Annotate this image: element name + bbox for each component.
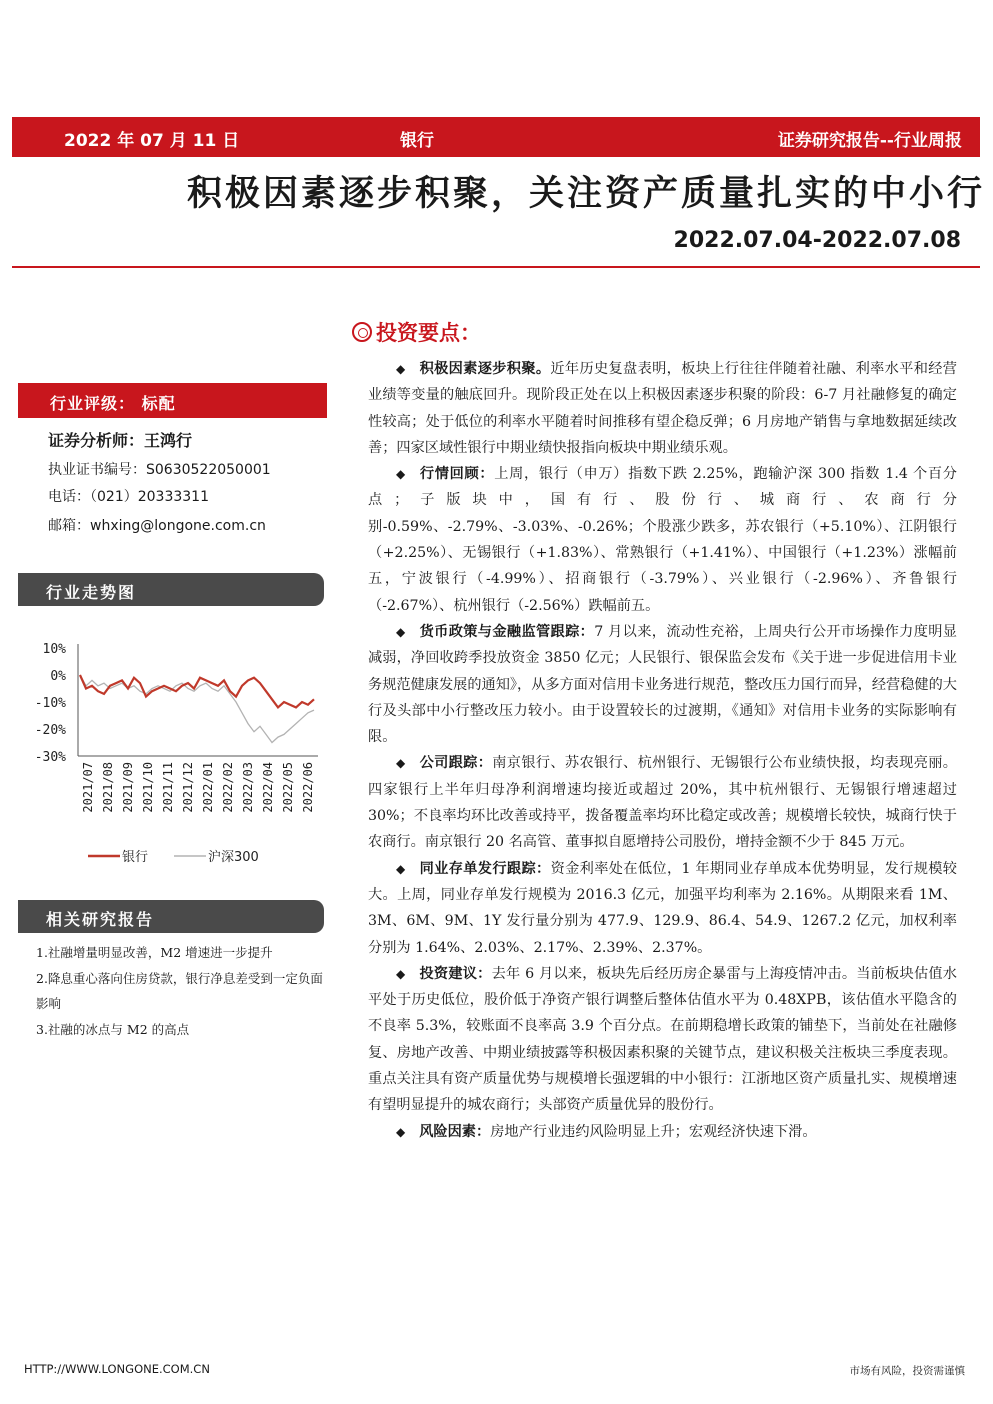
- key-point-paragraph: [368, 1119, 957, 1145]
- key-point-lead: 货币政策与金融监管跟踪：: [419, 623, 595, 640]
- risk-disclaimer: 市场有风险，投资需谨慎: [849, 1365, 965, 1377]
- diamond-bullet-icon: ◆: [396, 756, 406, 771]
- phone-value: （021）20333311: [90, 489, 209, 505]
- diamond-bullet-icon: ◆: [396, 966, 406, 981]
- key-point-text: 房地产行业违约风险明显上升；宏观经济快速下滑。: [490, 1123, 817, 1140]
- cert-value: S0630522050001: [146, 462, 271, 478]
- reports-section-header: 相关研究报告: [18, 900, 324, 933]
- x-tick-label: 2022/05: [281, 762, 295, 813]
- y-tick-label: -20%: [34, 723, 66, 738]
- y-tick-label: 0%: [50, 669, 66, 684]
- report-type: 证券研究报告--行业周报: [777, 131, 962, 151]
- key-point-paragraph: [368, 856, 957, 961]
- legend-label-csi300: 沪深300: [208, 850, 259, 865]
- phone: [48, 486, 209, 506]
- x-tick-label: 2021/12: [181, 762, 195, 813]
- key-point-lead: 积极因素逐步积聚。: [419, 361, 551, 377]
- report-period: 2022.07.04-2022.07.08: [673, 228, 961, 253]
- trend-chart-svg: [20, 630, 330, 875]
- key-point-lead: 公司跟踪：: [419, 755, 493, 772]
- x-tick-label: 2021/10: [141, 762, 155, 813]
- key-points-title-text: 投资要点：: [376, 320, 481, 345]
- key-point-lead: 投资建议：: [419, 965, 492, 982]
- x-tick-label: 2022/06: [301, 762, 315, 813]
- diamond-bullet-icon: ◆: [396, 1124, 406, 1139]
- key-point-text: 资金利率处在低位，1 年期同业存单成本优势明显，发行规模较大。上周，同业存单发行规模为 2016.3 亿元，加强平均利率为 2.16%。从期限来看 1M、3M、6M、9M、1Y 发行量分别为 477.9、129.9、86.4、54.9、1267.2 亿元，加权利率分别为 1.64%、2.03%、2.17%、2.39%、2.37%。: [368, 860, 957, 956]
- key-point-text: 7 月以来，流动性充裕，上周央行公开市场操作力度明显减弱，净回收跨季投放资金 3850 亿元；人民银行、银保监会发布《关于进一步促进信用卡业务规范健康发展的通知》，从多方面对信用卡业务进行规范，整改压力国行而异，经营稳健的大行及头部中小行整改压力较小。由于设置较长的过渡期，《通知》对信用卡业务的实际影响有限。: [368, 623, 957, 746]
- report-title: 积极因素逐步积聚，关注资产质量扎实的中小行: [186, 173, 985, 214]
- email: [48, 515, 266, 535]
- key-point-lead: 同业存单发行跟踪：: [419, 860, 551, 877]
- key-point-text: 去年 6 月以来，板块先后经历房企暴雷与上海疫情冲击。当前板块估值水平处于历史低位，股价低于净资产银行调整后整体估值水平为 0.48XPB，该估值水平隐含的不良率 5.3%，较账面不良率高 3.9 个百分点。在前期稳增长政策的铺垫下，当前处在社融修复、房地产改善、中期业绩披露等积极因素积聚的关键节点，建议积极关注板块三季度表现。重点关注具有资产质量优势与规模增长强逻辑的中小银行：江浙地区资产质量扎实、规模增速有望明显提升的城农商行；头部资产质量优异的股份行。: [368, 965, 957, 1114]
- x-tick-label: 2021/08: [101, 762, 115, 813]
- phone-label: 电话：: [48, 489, 90, 505]
- diamond-bullet-icon: ◆: [396, 362, 406, 376]
- y-tick-label: -30%: [34, 750, 66, 765]
- key-point-paragraph: [368, 461, 957, 619]
- x-tick-label: 2021/11: [161, 762, 175, 813]
- related-report-item[interactable]: 1.社融增量明显改善，M2 增速进一步提升: [36, 945, 273, 960]
- key-point-paragraph: [368, 961, 957, 1119]
- x-tick-label: 2022/01: [201, 762, 215, 813]
- diamond-bullet-icon: ◆: [396, 624, 406, 639]
- related-report-item[interactable]: 2.降息重心落向住房贷款，银行净息差受到一定负面影响: [36, 970, 323, 1011]
- key-point-text: 近年历史复盘表明，板块上行往往伴随着社融、利率水平和经营业绩等变量的触底回升。现阶段正处在以上积极因素逐步积聚的阶段：6-7 月社融修复的确定性较高；处于低位的利率水平随着时间推移有望企稳反弹；6 月房地产销售与拿地数据延续改善；四家区域性银行中期业绩快报指向板块中期业绩乐观。: [368, 361, 957, 456]
- x-tick-label: 2022/02: [221, 762, 235, 813]
- key-points-body: [368, 356, 957, 1145]
- related-report-item[interactable]: 3.社融的冰点与 M2 的高点: [36, 1021, 190, 1037]
- key-point-text: 上周，银行（申万）指数下跌 2.25%，跑输沪深 300 指数 1.4 个百分点；子版块中，国有行、股份行、城商行、农商行分别-0.59%、-2.79%、-3.03%、-0.26%；个股涨少跌多，苏农银行（+5.10%）、江阴银行（+2.25%）、无锡银行（+1.83%）、常熟银行（+1.41%）、中国银行（+1.23%）涨幅前五，宁波银行（-4.99%）、招商银行（-3.79%）、兴业银行（-2.96%）、齐鲁银行（-2.67%）、杭州银行（-2.56%）跌幅前五。: [368, 466, 957, 614]
- title-divider: [12, 266, 980, 268]
- key-point-text: 南京银行、苏农银行、杭州银行、无锡银行公布业绩快报，均表现亮丽。四家银行上半年归母净利润增速均接近或超过 20%，其中杭州银行、无锡银行增速超过 30%；不良率均环比改善或持平，拨备覆盖率均环比稳定或改善；规模增长较快，城商行快于农商行。南京银行 20 名高管、董事拟自愿增持公司股份，增持金额不少于 845 万元。: [368, 755, 957, 851]
- report-sector: 银行: [400, 131, 434, 151]
- key-points-title: [352, 317, 481, 347]
- key-point-paragraph: [368, 619, 957, 750]
- x-tick-label: 2022/03: [241, 762, 255, 813]
- related-reports: [36, 940, 326, 1042]
- header-banner: [12, 117, 980, 157]
- diamond-bullet-icon: ◆: [396, 861, 406, 876]
- report-date: 2022 年 07 月 11 日: [64, 131, 240, 151]
- bullseye-icon: [352, 322, 372, 342]
- legend-label-bank: 银行: [122, 850, 149, 865]
- x-tick-label: 2022/04: [261, 762, 275, 813]
- trend-section-header: 行业走势图: [18, 573, 324, 606]
- industry-rating: 行业评级： 标配: [18, 383, 327, 418]
- trend-chart: [20, 630, 330, 875]
- cert-label: 执业证书编号：: [48, 462, 146, 478]
- x-tick-label: 2021/09: [121, 762, 135, 813]
- key-point-lead: 风险因素：: [419, 1123, 491, 1140]
- key-point-paragraph: [368, 750, 957, 855]
- y-tick-label: -10%: [34, 696, 66, 711]
- x-tick-label: 2021/07: [81, 762, 95, 813]
- series-line-bank: [80, 675, 314, 707]
- key-point-paragraph: [368, 356, 957, 461]
- key-point-lead: 行情回顾：: [419, 466, 495, 483]
- email-value[interactable]: whxing@longone.com.cn: [90, 518, 266, 534]
- footer-url[interactable]: HTTP://WWW.LONGONE.COM.CN: [24, 1362, 210, 1376]
- cert-number: [48, 459, 271, 479]
- email-label: 邮箱：: [48, 518, 90, 534]
- y-tick-label: 10%: [42, 642, 66, 657]
- analyst-name: 证券分析师：王鸿行: [48, 431, 193, 450]
- diamond-bullet-icon: ◆: [396, 467, 406, 482]
